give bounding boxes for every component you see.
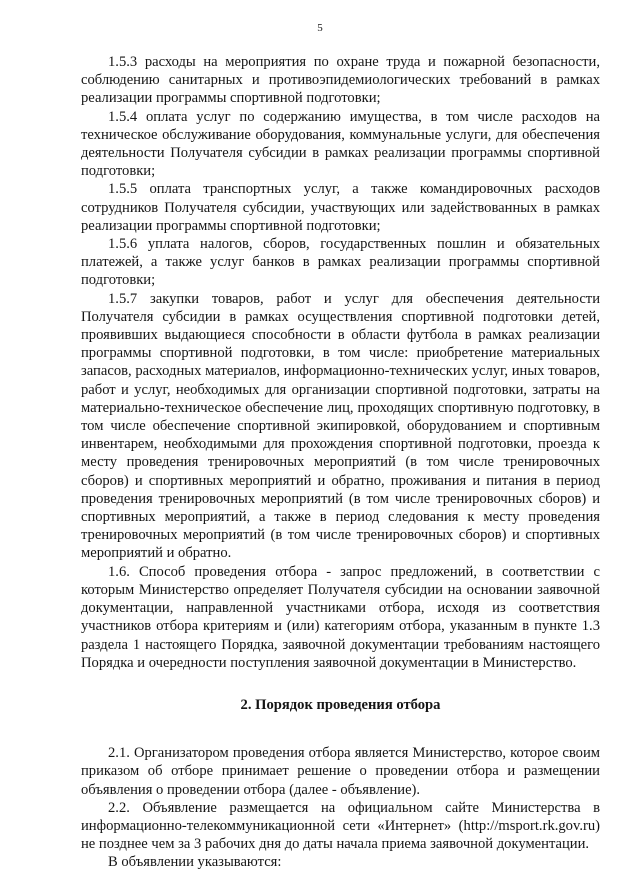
- section-heading-text: 2. Порядок проведения отбора: [240, 696, 441, 713]
- paragraph-1-5-4: 1.5.4 оплата услуг по содержанию имущества, в том числе расходов на техническое обслуживание оборудования, коммунальные услуги, для обеспечения деятельности Получателя субсидии в рамках реализации программы спортивной подготовки;: [81, 108, 600, 180]
- paragraph-2-2: 2.2. Объявление размещается на официальном сайте Министерства в информационно-телекоммуникационной сети «Интернет» (http://msport.rk.gov.ru) не позднее чем за 3 рабочих дня до даты начала приема заявочной документации.: [81, 799, 600, 853]
- paragraph-1-5-5: 1.5.5 оплата транспортных услуг, а также командировочных расходов сотрудников Получателя субсидии, участвующих или задействованных в рамках реализации программы спортивной подготовки;: [81, 181, 600, 234]
- page-number: 5: [317, 22, 323, 34]
- paragraph-announcement-intro: В объявлении указываются:: [108, 854, 282, 871]
- document-body: [81, 53, 600, 872]
- paragraph-1-6: 1.6. Способ проведения отбора - запрос предложений, в соответствии с которым Министерство определяет Получателя субсидии на основании заявочной документации, направленной участниками отбора, исходя из соответствия участников отбора критериям и (или) категориям отбора, указанным в пункте 1.3 раздела 1 настоящего Порядка, заявочной документации требованиям настоящего Порядка и очередности поступления заявочной документации в Министерство.: [81, 563, 600, 671]
- section-heading: [81, 696, 600, 714]
- paragraph-1-5-7: 1.5.7 закупки товаров, работ и услуг для обеспечения деятельности Получателя субсидии в рамках осуществления спортивной подготовки детей, проявивших выдающиеся способности в области футбола в рамках реализации программы спортивной подготовки, в том числе: приобретение материальных запасов, расходных материалов, информационно-технических услуг, иных товаров, работ и услуг, необходимых для организации спортивной подготовки, затраты на материально-техническое обеспечение лиц, проходящих спортивную подготовку, в том числе обеспечение спортивной экипировкой, оборудованием и спортивным инвентарем, необходимыми для прохождения спортивной подготовки, проезда к месту проведения тренировочных мероприятий (в том числе тренировочных сборов) и спортивных мероприятий и обратно, проживания и питания в период проведения тренировочных мероприятий (в том числе тренировочных сборов) и спортивных мероприятий, а также в период следования к месту проведения тренировочных мероприятий (в том числе тренировочных сборов) и спортивных мероприятий и обратно.: [81, 290, 600, 562]
- paragraph-1-5-3: 1.5.3 расходы на мероприятия по охране труда и пожарной безопасности, соблюдению санитарных и противоэпидемиологических требований в рамках реализации программы спортивной подготовки;: [81, 54, 600, 107]
- paragraph-2-1: 2.1. Организатором проведения отбора является Министерство, которое своим приказом об отборе принимает решение о проведении отбора и размещении объявления о проведении отбора (далее - объявление).: [81, 745, 600, 798]
- paragraph-1-5-6: 1.5.6 уплата налогов, сборов, государственных пошлин и обязательных платежей, а также услуг банков в рамках реализации программы спортивной подготовки;: [81, 236, 600, 289]
